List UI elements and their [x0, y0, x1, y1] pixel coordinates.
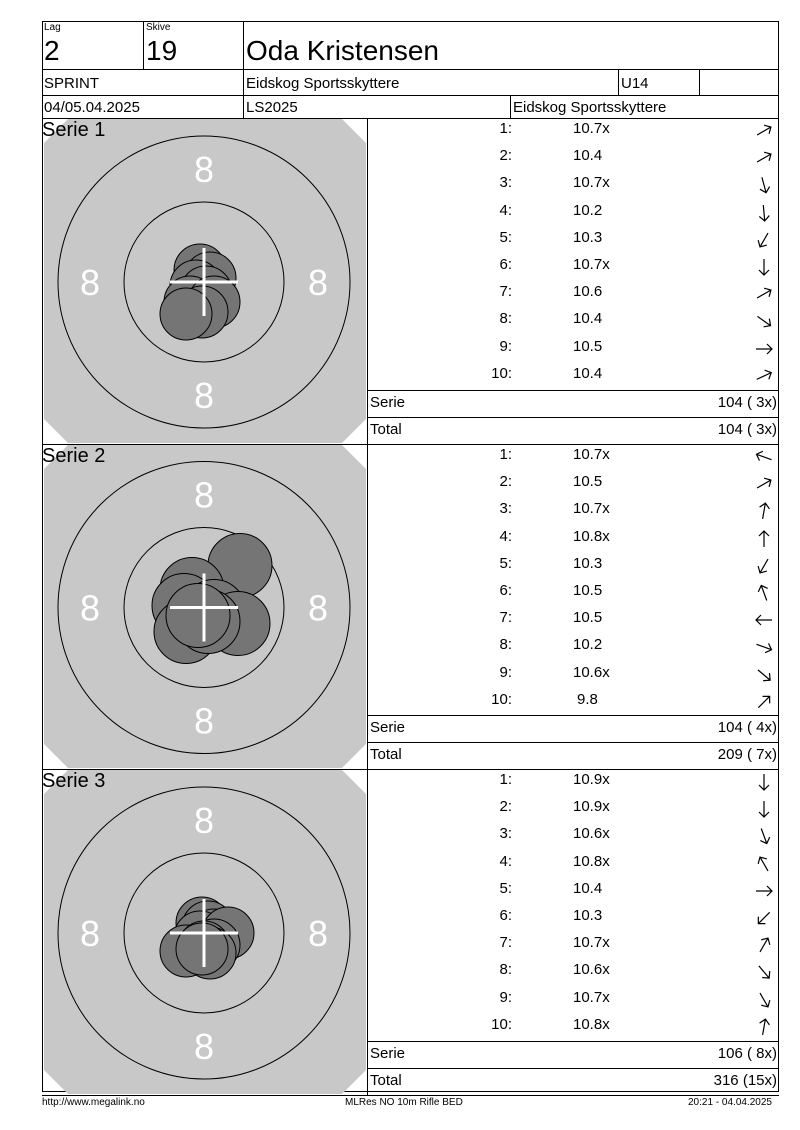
shot-row	[368, 853, 778, 879]
ring-number: 8	[79, 262, 101, 303]
direction-arrow-icon	[754, 1017, 774, 1037]
direction-arrow-icon	[754, 908, 774, 928]
shot-score: 10.7x	[573, 174, 610, 192]
direction-arrow-icon	[754, 637, 774, 657]
shot-number: 10:	[491, 690, 512, 708]
shot-score: 10.2	[573, 201, 603, 219]
shot-number: 3:	[499, 174, 512, 192]
ring-number: 8	[79, 587, 101, 629]
direction-arrow-icon	[754, 501, 774, 521]
shot-number: 9:	[499, 988, 512, 1006]
total-score: 316 (15x)	[713, 1072, 777, 1089]
class-name: U14	[621, 75, 649, 92]
shot-score: 10.8x	[573, 1015, 610, 1033]
serie-title: Serie 3	[42, 770, 106, 792]
shot-number: 6:	[499, 582, 512, 599]
shot-score: 10.8x	[573, 527, 610, 545]
serie-title: Serie 1	[42, 119, 106, 141]
direction-arrow-icon	[754, 610, 774, 630]
shot-score: 10.7x	[573, 120, 610, 137]
direction-arrow-icon	[754, 962, 774, 982]
target-image	[44, 119, 366, 443]
lag-label: Lag	[44, 22, 61, 33]
lag-value: 2	[44, 35, 60, 66]
direction-arrow-icon	[754, 772, 774, 792]
footer-program: MLRes NO 10m Rifle BED	[345, 1097, 463, 1108]
ring-number: 8	[193, 375, 215, 416]
shot-row	[368, 825, 778, 851]
direction-arrow-icon	[754, 339, 774, 359]
club-name: Eidskog Sportsskyttere	[246, 75, 400, 92]
shot-score: 10.3	[573, 554, 603, 572]
direction-arrow-icon	[754, 665, 774, 685]
shot-score: 10.7x	[573, 988, 610, 1006]
shot-row	[368, 365, 778, 391]
shot-row	[368, 528, 778, 554]
shot-score: 10.4	[573, 147, 603, 165]
direction-arrow-icon	[754, 826, 774, 846]
shot-score: 10.9x	[573, 798, 610, 816]
summary-divider	[367, 715, 779, 716]
shot-score: 10.5	[573, 473, 603, 491]
direction-arrow-icon	[754, 257, 774, 277]
shot-row	[368, 582, 778, 608]
shot-score: 10.5	[573, 609, 603, 627]
summary-divider	[367, 417, 779, 418]
shot-number: 10:	[491, 1015, 512, 1033]
direction-arrow-icon	[754, 990, 774, 1010]
shot-number: 6:	[499, 256, 512, 273]
shot-number: 2:	[499, 147, 512, 165]
shot-row	[368, 256, 778, 282]
skive-label: Skive	[146, 22, 171, 33]
serie-label: Serie	[370, 719, 406, 736]
total-label: Total	[370, 1072, 402, 1089]
direction-arrow-icon	[754, 366, 774, 386]
shot-row	[368, 202, 778, 228]
shot-number: 4:	[499, 201, 512, 219]
ring-number: 8	[193, 1026, 215, 1067]
shot-row	[368, 174, 778, 200]
shot-number: 10:	[491, 364, 512, 382]
skive-value: 19	[146, 35, 178, 66]
shot-number: 8:	[499, 961, 512, 979]
shot-row	[368, 473, 778, 499]
direction-arrow-icon	[754, 148, 774, 168]
direction-arrow-icon	[754, 203, 774, 223]
shot-row	[368, 798, 778, 824]
header-divider	[699, 69, 700, 95]
target-image	[44, 445, 366, 768]
organizer-name: Eidskog Sportsskyttere	[513, 99, 667, 116]
direction-arrow-icon	[754, 935, 774, 955]
shot-score: 10.7x	[573, 500, 610, 518]
shot-number: 9:	[499, 663, 512, 681]
total-score: 209 ( 7x)	[717, 746, 777, 763]
shot-score: 10.8x	[573, 852, 610, 870]
shot-number: 4:	[499, 527, 512, 545]
shot-row	[368, 120, 778, 146]
shot-row	[368, 147, 778, 173]
footer-printed: 20:21 - 04.04.2025	[688, 1097, 772, 1108]
shot-row	[368, 338, 778, 364]
shot-row	[368, 446, 778, 472]
shot-row	[368, 961, 778, 987]
shot-number: 7:	[499, 609, 512, 627]
header-divider	[510, 95, 511, 118]
direction-arrow-icon	[754, 881, 774, 901]
shot-row	[368, 989, 778, 1015]
direction-arrow-icon	[754, 583, 774, 603]
shot-number: 5:	[499, 879, 512, 897]
header-divider	[143, 21, 144, 69]
direction-arrow-icon	[754, 854, 774, 874]
direction-arrow-icon	[754, 692, 774, 712]
shot-score: 10.7x	[573, 256, 610, 273]
direction-arrow-icon	[754, 311, 774, 331]
target-image	[44, 770, 366, 1094]
ring-number: 8	[193, 474, 215, 516]
header-divider	[243, 21, 244, 118]
shot-row	[368, 664, 778, 690]
header-divider	[42, 69, 779, 70]
shot-score: 10.7x	[573, 446, 610, 463]
shot-number: 9:	[499, 337, 512, 355]
serie-score: 104 ( 3x)	[717, 394, 777, 411]
summary-divider	[367, 1041, 779, 1042]
shot-number: 8:	[499, 310, 512, 328]
event-name: SPRINT	[44, 75, 100, 92]
summary-divider	[367, 390, 779, 391]
shot-score: 9.8	[577, 690, 598, 708]
shot-score: 10.6x	[573, 961, 610, 979]
shot-number: 1:	[499, 446, 512, 463]
shot-score: 10.5	[573, 582, 603, 599]
ring-number: 8	[193, 800, 215, 841]
shot-row	[368, 609, 778, 635]
shot-number: 2:	[499, 473, 512, 491]
total-score: 104 ( 3x)	[717, 421, 777, 438]
shot-number: 7:	[499, 934, 512, 952]
shooter-name: Oda Kristensen	[246, 35, 439, 66]
shot-number: 6:	[499, 907, 512, 924]
shot-row	[368, 691, 778, 717]
serie-title: Serie 2	[42, 445, 106, 467]
shot-score: 10.6	[573, 283, 603, 301]
shot-number: 3:	[499, 825, 512, 843]
shot-number: 5:	[499, 228, 512, 246]
total-label: Total	[370, 746, 402, 763]
shot-row	[368, 555, 778, 581]
ring-number: 8	[307, 587, 329, 629]
shot-number: 7:	[499, 283, 512, 301]
shot-row	[368, 880, 778, 906]
shot-score: 10.4	[573, 310, 603, 328]
shot-row	[368, 283, 778, 309]
direction-arrow-icon	[754, 799, 774, 819]
header-divider	[42, 95, 779, 96]
ring-number: 8	[307, 913, 329, 954]
ring-number: 8	[193, 700, 215, 742]
serie-label: Serie	[370, 1045, 406, 1062]
shot-row	[368, 934, 778, 960]
shot-row	[368, 1016, 778, 1042]
ring-number: 8	[79, 913, 101, 954]
shot-score: 10.2	[573, 636, 603, 654]
shot-score: 10.4	[573, 364, 603, 382]
serie-score: 106 ( 8x)	[717, 1045, 777, 1062]
shot-row	[368, 310, 778, 336]
shot-score: 10.6x	[573, 825, 610, 843]
shot-number: 1:	[499, 120, 512, 137]
direction-arrow-icon	[754, 121, 774, 141]
shot-row	[368, 907, 778, 933]
total-label: Total	[370, 421, 402, 438]
series-divider	[42, 1095, 779, 1096]
shot-number: 3:	[499, 500, 512, 518]
shot-score: 10.5	[573, 337, 603, 355]
shot-number: 8:	[499, 636, 512, 654]
ring-number: 8	[193, 149, 215, 190]
shot-hole	[166, 584, 230, 648]
header-divider	[618, 69, 619, 95]
direction-arrow-icon	[754, 230, 774, 250]
serie-score: 104 ( 4x)	[717, 719, 777, 736]
summary-divider	[367, 742, 779, 743]
shot-score: 10.3	[573, 228, 603, 246]
serie-label: Serie	[370, 394, 406, 411]
direction-arrow-icon	[754, 284, 774, 304]
competition-code: LS2025	[246, 99, 298, 116]
shot-score: 10.7x	[573, 934, 610, 952]
competition-date: 04/05.04.2025	[44, 99, 140, 116]
direction-arrow-icon	[754, 175, 774, 195]
shot-row	[368, 229, 778, 255]
footer-url[interactable]: http://www.megalink.no	[42, 1097, 145, 1108]
shot-score: 10.9x	[573, 771, 610, 788]
direction-arrow-icon	[754, 556, 774, 576]
shot-row	[368, 500, 778, 526]
shot-row	[368, 771, 778, 797]
shot-number: 4:	[499, 852, 512, 870]
shot-score: 10.4	[573, 879, 603, 897]
shot-score: 10.3	[573, 907, 603, 924]
shot-number: 2:	[499, 798, 512, 816]
direction-arrow-icon	[754, 529, 774, 549]
direction-arrow-icon	[754, 447, 774, 467]
shot-number: 1:	[499, 771, 512, 788]
shot-number: 5:	[499, 554, 512, 572]
direction-arrow-icon	[754, 474, 774, 494]
shot-score: 10.6x	[573, 663, 610, 681]
summary-divider	[367, 1068, 779, 1069]
shot-row	[368, 636, 778, 662]
shot-hole	[176, 923, 228, 975]
ring-number: 8	[307, 262, 329, 303]
